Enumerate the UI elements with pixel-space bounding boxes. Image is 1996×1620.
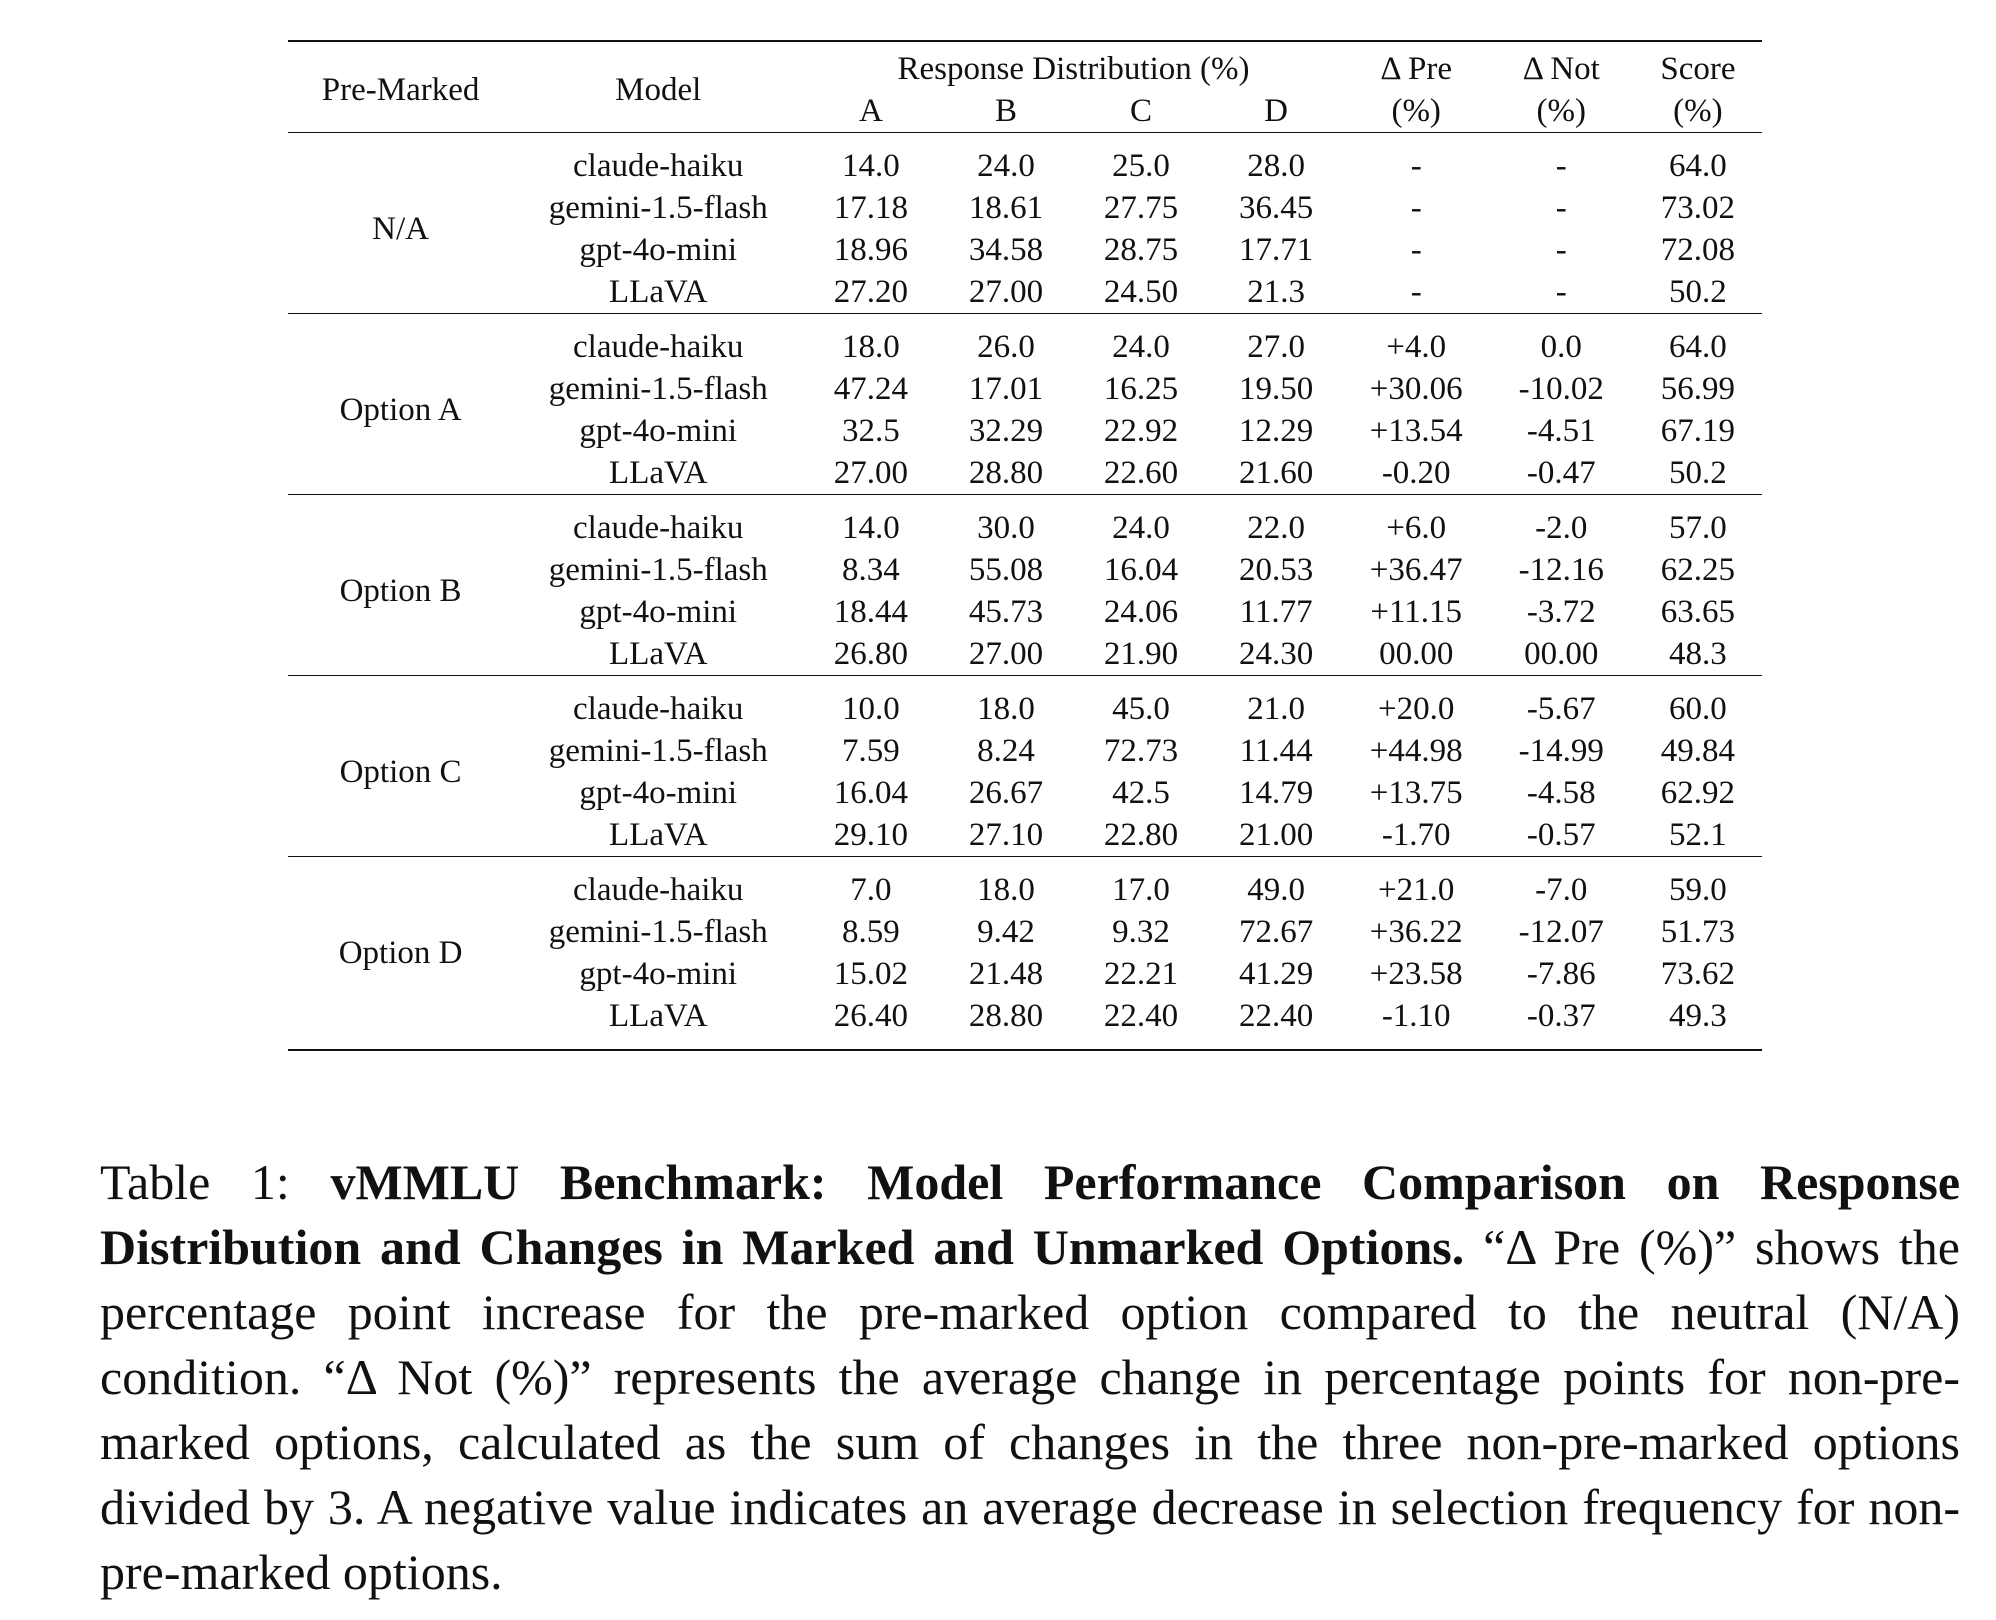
model-name: gemini-1.5-flash: [548, 190, 768, 226]
model-name: gemini-1.5-flash: [548, 914, 768, 950]
score-value: 57.0: [1669, 510, 1727, 546]
table-row: [288, 507, 1762, 549]
response-value-a: 29.10: [833, 817, 908, 853]
header-score-unit: (%): [1673, 93, 1723, 129]
response-value-b: 27.00: [968, 274, 1044, 310]
score-value: 73.62: [1660, 956, 1736, 992]
response-value-a: 14.0: [841, 510, 900, 546]
caption-label: Table 1:: [100, 1154, 290, 1210]
response-value-b: 45.73: [968, 594, 1044, 630]
response-value-c: 22.40: [1103, 998, 1179, 1034]
response-value-b: 32.29: [968, 413, 1044, 449]
response-value-c: 22.92: [1103, 413, 1179, 449]
score-value: 59.0: [1669, 872, 1727, 908]
response-value-d: 41.29: [1238, 956, 1314, 992]
response-value-a: 27.00: [833, 455, 908, 491]
response-value-d: 11.77: [1239, 594, 1313, 630]
delta-pre-value: +23.58: [1369, 956, 1463, 992]
response-value-c: 25.0: [1112, 148, 1170, 184]
model-name: gemini-1.5-flash: [548, 733, 768, 769]
results-table: [288, 40, 1762, 1051]
header-pre-marked: Pre-Marked: [321, 72, 480, 108]
model-name: gpt-4o-mini: [579, 956, 738, 992]
delta-pre-value: +20.0: [1378, 691, 1455, 727]
delta-not-value: -14.99: [1518, 733, 1604, 769]
pre-marked-group-label: Option B: [339, 573, 462, 609]
response-value-c: 28.75: [1103, 232, 1179, 268]
pre-marked-group-label: Option A: [339, 392, 462, 428]
score-value: 64.0: [1669, 329, 1727, 365]
score-value: 50.2: [1669, 455, 1727, 491]
delta-not-value: -3.72: [1526, 594, 1596, 630]
delta-pre-value: +21.0: [1378, 872, 1455, 908]
delta-pre-value: -: [1410, 148, 1422, 184]
delta-not-value: -12.07: [1518, 914, 1604, 950]
response-value-a: 15.02: [833, 956, 908, 992]
delta-not-value: -: [1555, 190, 1567, 226]
delta-not-value: 0.0: [1540, 329, 1582, 365]
response-value-b: 27.10: [968, 817, 1044, 853]
model-name: gpt-4o-mini: [579, 775, 738, 811]
header-option-d: D: [1264, 93, 1289, 129]
delta-not-value: -: [1555, 232, 1567, 268]
delta-pre-value: +36.22: [1369, 914, 1463, 950]
delta-pre-value: +30.06: [1369, 371, 1463, 407]
score-value: 50.2: [1669, 274, 1727, 310]
score-value: 64.0: [1669, 148, 1727, 184]
header-delta-pre: Δ Pre: [1380, 51, 1452, 87]
response-value-b: 34.58: [968, 232, 1044, 268]
score-value: 62.92: [1660, 775, 1736, 811]
response-value-d: 72.67: [1238, 914, 1314, 950]
response-value-a: 18.44: [833, 594, 908, 630]
response-value-a: 17.18: [833, 190, 908, 226]
score-value: 63.65: [1660, 594, 1736, 630]
score-value: 72.08: [1660, 232, 1736, 268]
response-value-d: 19.50: [1238, 371, 1314, 407]
response-value-c: 17.0: [1112, 872, 1170, 908]
table-caption: [100, 1150, 1960, 1605]
header-option-a: A: [858, 93, 883, 129]
model-name: claude-haiku: [573, 329, 744, 365]
response-value-c: 9.32: [1112, 914, 1170, 950]
response-value-a: 32.5: [841, 413, 900, 449]
response-value-a: 18.96: [833, 232, 908, 268]
response-value-d: 22.40: [1238, 998, 1314, 1034]
score-value: 48.3: [1669, 636, 1727, 672]
delta-not-value: -5.67: [1526, 691, 1596, 727]
delta-pre-value: +13.75: [1369, 775, 1463, 811]
model-name: LLaVA: [609, 455, 708, 491]
response-value-d: 36.45: [1238, 190, 1314, 226]
response-value-d: 11.44: [1239, 733, 1313, 769]
response-value-b: 9.42: [977, 914, 1035, 950]
score-value: 52.1: [1669, 817, 1727, 853]
response-value-a: 7.0: [850, 872, 892, 908]
header-option-b: B: [994, 93, 1017, 129]
response-value-a: 18.0: [841, 329, 900, 365]
score-value: 49.3: [1669, 998, 1727, 1034]
delta-pre-value: -1.10: [1381, 998, 1451, 1034]
header-option-c: C: [1130, 93, 1153, 129]
response-value-a: 26.40: [833, 998, 908, 1034]
model-name: gpt-4o-mini: [579, 232, 738, 268]
header-delta-not-unit: (%): [1536, 93, 1587, 129]
results-table-container: [288, 40, 1762, 1051]
model-name: gemini-1.5-flash: [548, 371, 768, 407]
response-value-a: 27.20: [833, 274, 908, 310]
caption-body: “Δ Pre (%)” shows the percentage point increase for the pre-marked option compared to the neutral (N/A) condition. “Δ Not (%)” represents the average change in percentage points for non-pre-marked options, calculated as the sum of changes in the three non-pre-marked options divided by 3. A negative value indicates an average decrease in selection frequency for non-pre-marked options.: [100, 1219, 1960, 1600]
response-value-b: 17.01: [968, 371, 1044, 407]
delta-pre-value: +13.54: [1369, 413, 1463, 449]
response-value-d: 12.29: [1238, 413, 1314, 449]
table-row: [288, 869, 1762, 911]
model-name: LLaVA: [609, 998, 708, 1034]
response-value-d: 21.60: [1238, 455, 1314, 491]
response-value-a: 47.24: [833, 371, 908, 407]
response-value-c: 24.0: [1112, 329, 1170, 365]
delta-not-value: -0.37: [1526, 998, 1596, 1034]
model-name: LLaVA: [609, 817, 708, 853]
response-value-c: 72.73: [1103, 733, 1179, 769]
delta-not-value: -: [1555, 274, 1567, 310]
model-name: LLaVA: [609, 636, 708, 672]
score-value: 51.73: [1660, 914, 1736, 950]
response-value-d: 49.0: [1247, 872, 1305, 908]
delta-not-value: -: [1555, 148, 1567, 184]
header-response-distribution: Response Distribution (%): [897, 51, 1250, 87]
header-delta-pre-unit: (%): [1391, 93, 1441, 129]
response-value-d: 20.53: [1238, 552, 1314, 588]
response-value-d: 22.0: [1247, 510, 1305, 546]
response-value-b: 27.00: [968, 636, 1044, 672]
model-name: claude-haiku: [573, 148, 744, 184]
delta-not-value: -0.57: [1526, 817, 1596, 853]
delta-not-value: -7.86: [1526, 956, 1596, 992]
delta-not-value: -2.0: [1535, 510, 1588, 546]
response-value-b: 18.61: [968, 190, 1044, 226]
delta-pre-value: -0.20: [1381, 455, 1451, 491]
response-value-b: 30.0: [977, 510, 1035, 546]
response-value-c: 22.60: [1103, 455, 1179, 491]
response-value-a: 8.59: [841, 914, 900, 950]
response-value-a: 26.80: [833, 636, 908, 672]
response-value-b: 8.24: [977, 733, 1035, 769]
delta-pre-value: -: [1410, 274, 1422, 310]
table-header: [288, 41, 1762, 133]
delta-not-value: -12.16: [1518, 552, 1604, 588]
response-value-b: 28.80: [968, 455, 1044, 491]
response-value-c: 42.5: [1112, 775, 1170, 811]
pre-marked-group-label: Option D: [338, 935, 463, 971]
response-value-a: 14.0: [841, 148, 900, 184]
response-value-a: 10.0: [841, 691, 900, 727]
response-value-d: 17.71: [1238, 232, 1314, 268]
response-value-d: 21.0: [1247, 691, 1305, 727]
table-row: [288, 145, 1762, 187]
table-row: [288, 688, 1762, 730]
score-value: 62.25: [1660, 552, 1736, 588]
response-value-c: 21.90: [1103, 636, 1179, 672]
model-name: claude-haiku: [573, 872, 744, 908]
response-value-b: 26.67: [968, 775, 1044, 811]
model-name: claude-haiku: [573, 510, 744, 546]
delta-not-value: 00.00: [1524, 636, 1599, 672]
delta-not-value: -0.47: [1526, 455, 1596, 491]
response-value-b: 21.48: [968, 956, 1044, 992]
response-value-c: 45.0: [1112, 691, 1170, 727]
caption-title: vMMLU Benchmark: Model Performance Comparison on Response Distribution and Changes in Marked and Unmarked Options.: [100, 1154, 1961, 1275]
response-value-c: 22.21: [1103, 956, 1179, 992]
header-score: Score: [1660, 51, 1736, 87]
model-name: gpt-4o-mini: [579, 594, 738, 630]
score-value: 67.19: [1660, 413, 1736, 449]
delta-not-value: -10.02: [1518, 371, 1604, 407]
response-value-c: 24.50: [1103, 274, 1179, 310]
model-name: gemini-1.5-flash: [548, 552, 768, 588]
score-value: 56.99: [1660, 371, 1736, 407]
delta-pre-value: 00.00: [1379, 636, 1454, 672]
response-value-d: 21.3: [1247, 274, 1305, 310]
response-value-c: 27.75: [1103, 190, 1179, 226]
score-value: 60.0: [1669, 691, 1727, 727]
delta-not-value: -4.58: [1526, 775, 1596, 811]
model-name: claude-haiku: [573, 691, 744, 727]
delta-not-value: -7.0: [1535, 872, 1588, 908]
response-value-c: 16.04: [1103, 552, 1179, 588]
delta-pre-value: +44.98: [1369, 733, 1463, 769]
pre-marked-group-label: N/A: [372, 211, 429, 247]
score-value: 73.02: [1660, 190, 1736, 226]
response-value-b: 28.80: [968, 998, 1044, 1034]
delta-pre-value: -: [1410, 190, 1422, 226]
delta-pre-value: +36.47: [1369, 552, 1463, 588]
pre-marked-group-label: Option C: [339, 754, 462, 790]
response-value-d: 14.79: [1238, 775, 1314, 811]
model-name: gpt-4o-mini: [579, 413, 738, 449]
delta-pre-value: -1.70: [1381, 817, 1451, 853]
response-value-d: 21.00: [1238, 817, 1314, 853]
delta-not-value: -4.51: [1526, 413, 1596, 449]
response-value-a: 16.04: [833, 775, 908, 811]
response-value-d: 24.30: [1238, 636, 1314, 672]
response-value-c: 22.80: [1103, 817, 1179, 853]
response-value-b: 18.0: [977, 872, 1035, 908]
response-value-a: 8.34: [841, 552, 900, 588]
response-value-c: 24.0: [1112, 510, 1170, 546]
response-value-c: 16.25: [1103, 371, 1179, 407]
model-name: LLaVA: [609, 274, 708, 310]
header-model: Model: [615, 72, 702, 108]
response-value-d: 28.0: [1247, 148, 1305, 184]
table-body: [288, 133, 1762, 1052]
table-row: [288, 326, 1762, 368]
response-value-b: 18.0: [977, 691, 1035, 727]
response-value-b: 24.0: [977, 148, 1035, 184]
delta-pre-value: +4.0: [1386, 329, 1447, 365]
response-value-c: 24.06: [1103, 594, 1179, 630]
response-value-a: 7.59: [841, 733, 900, 769]
response-value-b: 55.08: [968, 552, 1044, 588]
response-value-d: 27.0: [1247, 329, 1305, 365]
delta-pre-value: +11.15: [1370, 594, 1462, 630]
response-value-b: 26.0: [977, 329, 1035, 365]
delta-pre-value: -: [1410, 232, 1422, 268]
header-delta-not: Δ Not: [1522, 51, 1600, 87]
delta-pre-value: +6.0: [1386, 510, 1447, 546]
score-value: 49.84: [1660, 733, 1736, 769]
